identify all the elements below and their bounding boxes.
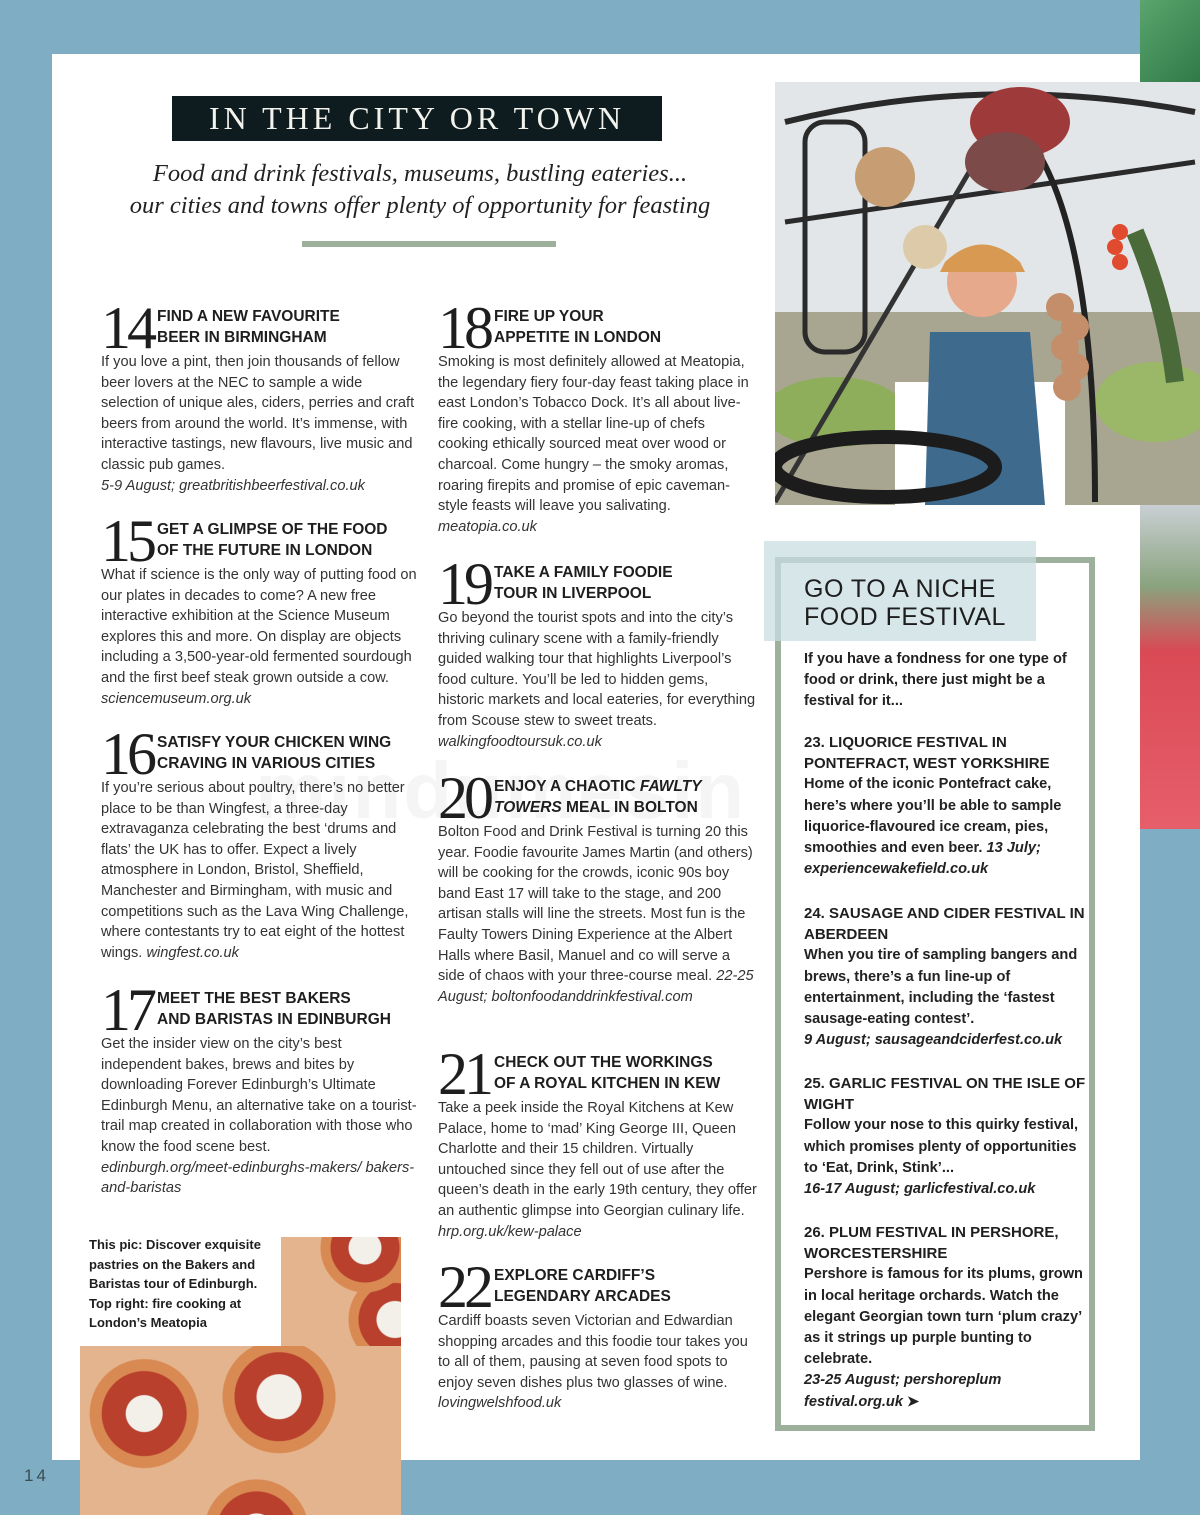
- list-item-22: [438, 1254, 758, 1414]
- item-info: sciencemuseum.org.uk: [101, 690, 252, 707]
- item-body: Cardiff boasts seven Victorian and Edwardian shopping arcades and this foodie tour takes you to all of them, pausing at seven food spots to enjoy seven dishes plus two glasses of wine. lovingwelshfood.uk: [438, 1313, 748, 1412]
- list-item-16: [101, 721, 421, 963]
- list-item-20: [438, 765, 758, 1007]
- item-number: 19: [438, 551, 490, 617]
- standfirst-line: our cities and towns offer plenty of opportunity for feasting: [129, 192, 711, 219]
- photo-pastries: [80, 1346, 401, 1515]
- item-body: Smoking is most definitely allowed at Meatopia, the legendary fiery four-day feast taking place in east London’s Tobacco Dock. It’s all about live-fire cooking, with a stellar line-up of chefs cooking ethically sourced meat over wood or charcoal. Come hungry – the smoky aromas, roaring firepits and promise of epic caveman-style feasts will leave you salivating. meatopia.co.uk: [438, 354, 749, 535]
- item-info: 5-9 August; greatbritishbeerfestival.co.uk: [101, 477, 365, 494]
- niche-item-body: Follow your nose to this quirky festival, which promises plenty of opportunities to ‘Eat, Drink, Stink’... 16-17 August; garlicfestival.co.uk: [804, 1117, 1079, 1198]
- niche-item-25: [804, 1073, 1089, 1200]
- end-arrow-icon: ➤: [907, 1393, 920, 1410]
- item-number: 22: [438, 1254, 490, 1320]
- item-body: What if science is the only way of putting food on our plates in decades to come? A new free interactive exhibition at the Science Museum explores this and more. On display are objects including a 3,500-year-old fermented sourdough and the first beef steak grown outside a cow. sciencemuseum.org.uk: [101, 567, 417, 707]
- list-item-17: [101, 977, 421, 1199]
- niche-item-title: 23. LIQUORICE FESTIVAL IN PONTEFRACT, WEST YORKSHIRE: [804, 734, 1050, 773]
- niche-item-body: When you tire of sampling bangers and brews, there’s a fun line-up of entertainment, including the ‘fastest sausage-eating contest’. 9 August; sausageandciderfest.co.uk: [804, 947, 1078, 1049]
- item-number: 21: [438, 1041, 490, 1107]
- niche-item-body: Home of the iconic Pontefract cake, here’s where you’ll be able to sample liquorice-flavoured ice cream, pies, smoothies and even beer. 13 July; experiencewakefield.co.uk: [804, 776, 1062, 878]
- item-title: TAKE A FAMILY FOODIE TOUR IN LIVERPOOL: [494, 564, 673, 602]
- item-number: 17: [101, 977, 153, 1043]
- niche-item-info: 13 July; experiencewakefield.co.uk: [804, 840, 1041, 878]
- list-item-19: [438, 551, 758, 752]
- item-title: MEET THE BEST BAKERS AND BARISTAS IN EDINBURGH: [157, 990, 391, 1028]
- item-info: walkingfoodtoursuk.co.uk: [438, 733, 602, 750]
- list-item-15: [101, 508, 421, 709]
- niche-item-title: 25. GARLIC FESTIVAL ON THE ISLE OF WIGHT: [804, 1075, 1086, 1114]
- item-title: SATISFY YOUR CHICKEN WING CRAVING IN VARIOUS CITIES: [157, 734, 392, 772]
- item-title: ENJOY A CHAOTIC FAWLTY TOWERS MEAL IN BOLTON: [494, 778, 702, 816]
- item-info: hrp.org.uk/kew-palace: [438, 1223, 582, 1240]
- item-title: CHECK OUT THE WORKINGS OF A ROYAL KITCHEN IN KEW: [494, 1054, 721, 1092]
- item-body: Bolton Food and Drink Festival is turning 20 this year. Foodie favourite James Martin (and others) will be cooking for the crowds, iconic 90s boy band East 17 will take to the stage, and 200 artisan stalls will line the streets. Most fun is the Faulty Towers Dining Experience at the Albert Halls where Basil, Manuel and co will serve a side of chaos with your three-course meal. 22-25 August; boltonfoodanddrinkfestival.com: [438, 824, 754, 1005]
- list-item-18: [438, 295, 758, 537]
- section-header: [172, 96, 662, 141]
- chef-illustration: [775, 82, 1200, 505]
- item-info: meatopia.co.uk: [438, 518, 537, 535]
- niche-item-24: [804, 903, 1089, 1051]
- item-title: GET A GLIMPSE OF THE FOOD OF THE FUTURE IN LONDON: [157, 521, 388, 559]
- item-info: lovingwelshfood.uk: [438, 1395, 562, 1412]
- niche-item-title: 24. SAUSAGE AND CIDER FESTIVAL IN ABERDEEN: [804, 905, 1085, 944]
- item-number: 20: [438, 765, 490, 831]
- item-body: Get the insider view on the city’s best independent bakes, brews and bites by downloading Forever Edinburgh’s Ultimate Edinburgh Menu, an alternative take on a tourist-trail map created in collaboration with those who know the food scene best. edinburgh.org/meet-edinburghs-makers/ bakers-and-baristas: [101, 1036, 417, 1197]
- item-number: 15: [101, 508, 153, 574]
- niche-item-info: 9 August; sausageandciderfest.co.uk: [804, 1032, 1063, 1049]
- niche-title: GO TO A NICHE FOOD FESTIVAL: [804, 575, 1006, 631]
- item-info: wingfest.co.uk: [146, 944, 239, 961]
- item-body: Go beyond the tourist spots and into the city’s thriving culinary scene with a family-friendly guided walking tour that highlights Liverpool’s food culture. You’ll be led to hidden gems, historic markets and local eateries, for everything from Scouse stew to sweet treats. walkingfoodtoursuk.co.uk: [438, 610, 756, 750]
- photo-caption: This pic: Discover exquisite pastries on the Bakers and Baristas tour of Edinburgh. Top right: fire cooking at London’s Meatopia: [89, 1237, 261, 1330]
- item-body: If you’re serious about poultry, there’s no better place to be than Wingfest, a three-day extravaganza celebrating the best ‘drums and flats’ the UK has to offer. Expect a lively atmosphere in London, Bristol, Sheffield, Manchester and Birmingham, with music and competitions such as the Lava Wing Challenge, where contestants try to eat eight of the hottest wings. wingfest.co.uk: [101, 780, 409, 961]
- standfirst-line: Food and drink festivals, museums, bustling eateries...: [152, 160, 688, 187]
- niche-item-title: 26. PLUM FESTIVAL IN PERSHORE, WORCESTERSHIRE: [804, 1224, 1059, 1263]
- item-title: FIRE UP YOUR APPETITE IN LONDON: [494, 308, 662, 346]
- item-number: 16: [101, 721, 153, 787]
- page-number: 14: [24, 1466, 49, 1485]
- item-number: 18: [438, 295, 490, 361]
- item-number: 14: [101, 295, 153, 361]
- niche-item-26: [804, 1222, 1089, 1413]
- item-body: Take a peek inside the Royal Kitchens at Kew Palace, home to ‘mad’ King George III, Queen Charlotte and their 15 children. Virtually untouched since they fell out of use after the queen’s death in the early 19th century, they offer an authentic glimpse into Georgian culinary life. hrp.org.uk/kew-palace: [438, 1100, 757, 1240]
- list-item-14: [101, 295, 421, 496]
- item-info: edinburgh.org/meet-edinburghs-makers/ bakers-and-baristas: [101, 1159, 415, 1197]
- photo-leaves-edge: [1140, 0, 1200, 82]
- item-title: EXPLORE CARDIFF’S LEGENDARY ARCADES: [494, 1267, 671, 1305]
- niche-item-info: 16-17 August; garlicfestival.co.uk: [804, 1181, 1036, 1198]
- item-title: FIND A NEW FAVOURITE BEER IN BIRMINGHAM: [157, 308, 340, 346]
- niche-intro: If you have a fondness for one type of food or drink, there just might be a festival for it...: [804, 651, 1067, 710]
- list-item-21: [438, 1041, 758, 1242]
- photo-pastries-top: [281, 1237, 401, 1347]
- item-body: If you love a pint, then join thousands of fellow beer lovers at the NEC to sample a wide selection of unique ales, ciders, perries and craft beers from around the world. It’s immense, with interactive tastings, new flavours, live music and classic pub games. 5-9 August; greatbritishbeerfestival.co.uk: [101, 354, 415, 494]
- niche-item-23: [804, 732, 1089, 880]
- photo-meatopia-chef: [775, 82, 1200, 505]
- section-title: IN THE CITY OR TOWN: [208, 100, 626, 136]
- niche-item-body: Pershore is famous for its plums, grown in local heritage orchards. Watch the elegant Georgian town turn ‘plum crazy’ as it strings up purple bunting to celebrate. 23-25 August; pershoreplum festival.org.uk ➤: [804, 1266, 1083, 1410]
- divider-rule: [302, 241, 556, 247]
- niche-item-info: 23-25 August; pershoreplum festival.org.uk: [804, 1372, 1002, 1410]
- standfirst: [100, 158, 740, 222]
- item-info: 22-25 August; boltonfoodanddrinkfestival.com: [438, 968, 754, 1005]
- photo-food-edge: [1140, 505, 1200, 829]
